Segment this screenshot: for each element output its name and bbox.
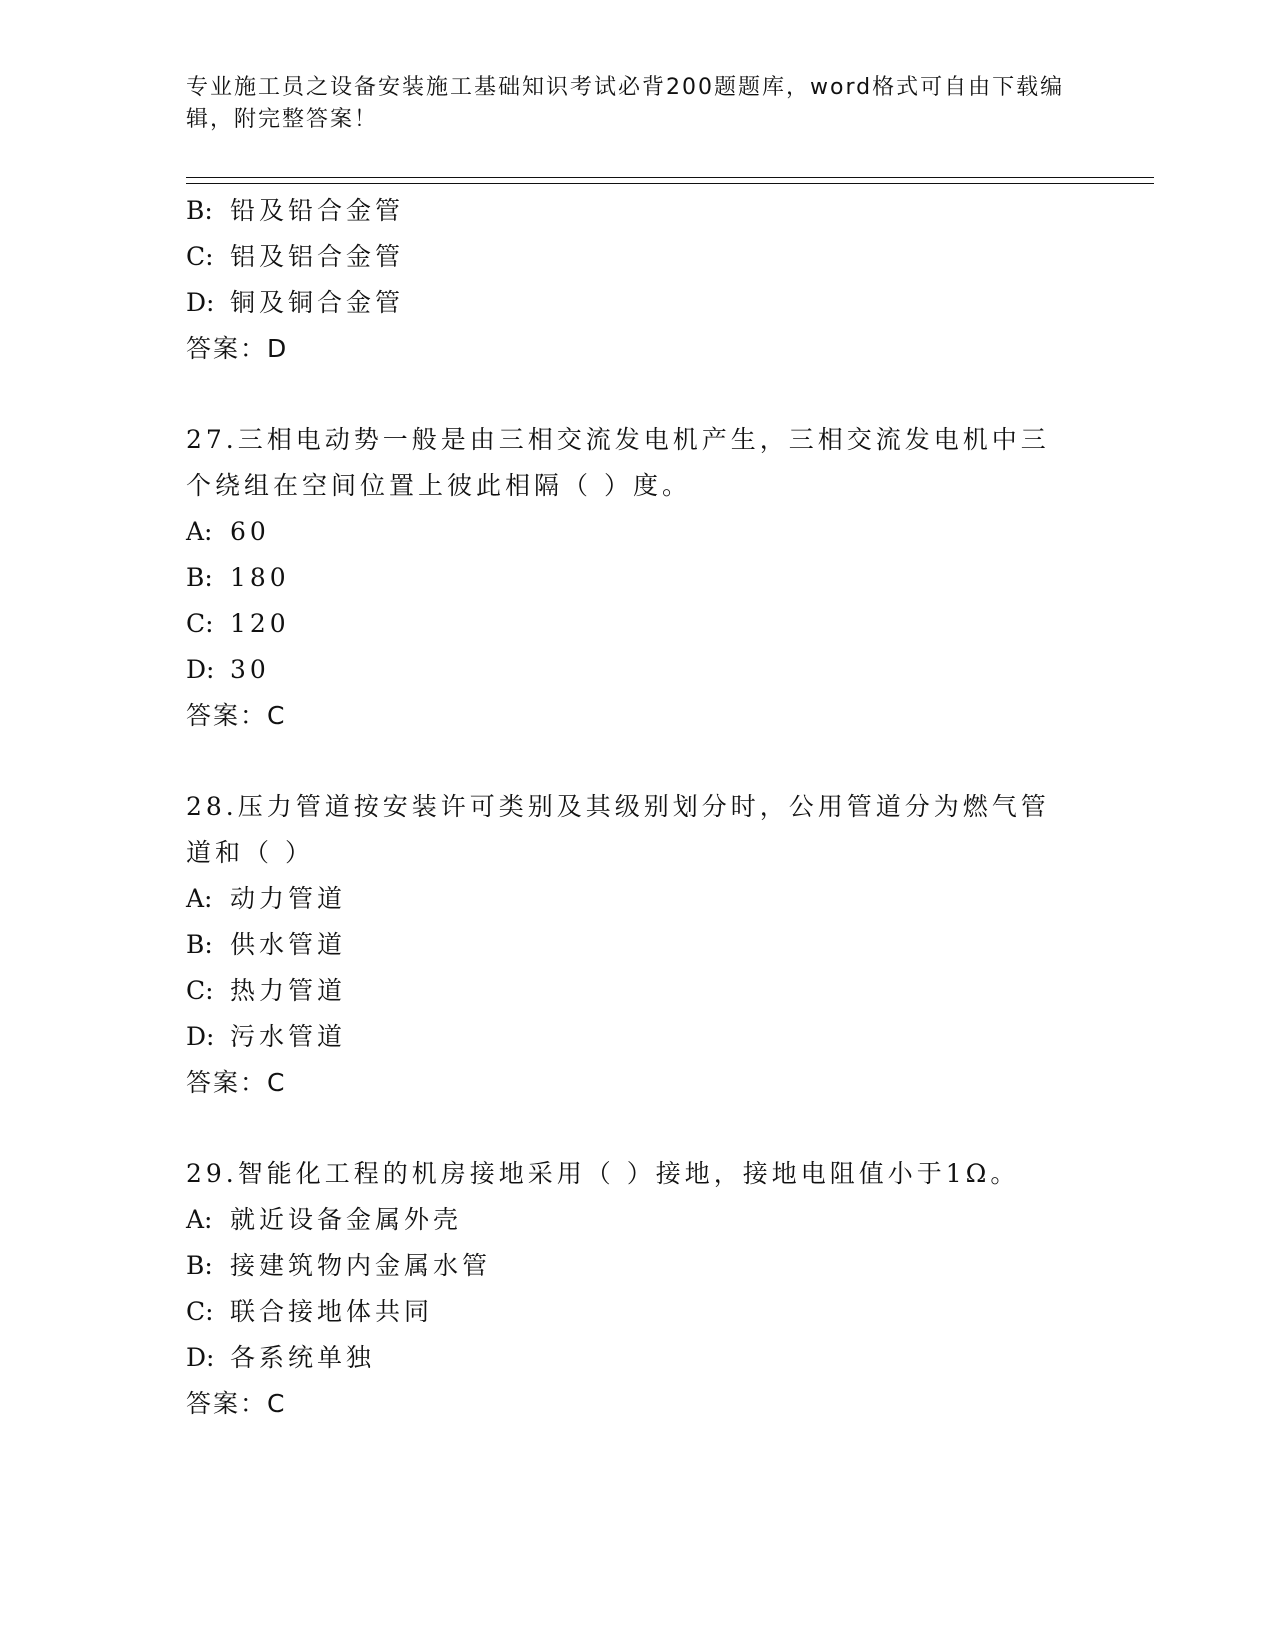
option-d [186, 280, 1086, 326]
option-key: C: [186, 242, 214, 271]
option-c [186, 234, 1086, 280]
option-b [186, 1243, 1086, 1289]
question-stem: 29.智能化工程的机房接地采用（ ）接地，接地电阻值小于1Ω。 [186, 1159, 1020, 1188]
option-key: B: [186, 930, 213, 959]
spacer [186, 372, 1086, 417]
answer-line: 答案：C [186, 701, 287, 730]
option-key: D: [186, 655, 215, 684]
answer-line: 答案：C [186, 1068, 287, 1097]
spacer [186, 1106, 1086, 1151]
question-stem: 27.三相电动势一般是由三相交流发电机产生，三相交流发电机中三个绕组在空间位置上彼此相隔（ ）度。 [186, 425, 1050, 500]
option-a [186, 876, 1086, 922]
option-b [186, 555, 1086, 601]
option-c [186, 601, 1086, 647]
option-key: A: [186, 884, 213, 913]
option-b [186, 188, 1086, 234]
option-text: 各系统单独 [230, 1343, 376, 1372]
option-text: 铝及铝合金管 [230, 242, 405, 271]
option-text: 动力管道 [230, 884, 347, 913]
question-stem: 28.压力管道按安装许可类别及其级别划分时，公用管道分为燃气管道和（ ） [186, 792, 1050, 867]
option-text: 120 [230, 609, 290, 638]
document-body [186, 188, 1086, 1427]
question-29 [186, 1151, 1086, 1427]
option-d [186, 647, 1086, 693]
spacer [186, 739, 1086, 784]
option-key: C: [186, 609, 214, 638]
question-partial [186, 188, 1086, 372]
option-key: B: [186, 196, 213, 225]
option-text: 接建筑物内金属水管 [230, 1251, 492, 1280]
option-d [186, 1014, 1086, 1060]
option-b [186, 922, 1086, 968]
answer-line: 答案：D [186, 334, 289, 363]
option-text: 铅及铅合金管 [230, 196, 405, 225]
question-28 [186, 784, 1086, 1106]
answer-line: 答案：C [186, 1389, 287, 1418]
option-a [186, 509, 1086, 555]
option-d [186, 1335, 1086, 1381]
option-text: 30 [230, 655, 270, 684]
option-text: 污水管道 [230, 1022, 347, 1051]
option-text: 就近设备金属外壳 [230, 1205, 463, 1234]
option-text: 热力管道 [230, 976, 347, 1005]
option-text: 联合接地体共同 [230, 1297, 434, 1326]
header-rule-top [186, 177, 1154, 178]
option-key: A: [186, 1205, 213, 1234]
option-text: 60 [230, 517, 270, 546]
header-rule-bottom [186, 183, 1154, 184]
option-c [186, 1289, 1086, 1335]
option-key: D: [186, 288, 215, 317]
option-key: C: [186, 1297, 214, 1326]
option-key: C: [186, 976, 214, 1005]
option-text: 供水管道 [230, 930, 347, 959]
option-key: B: [186, 1251, 213, 1280]
option-key: B: [186, 563, 213, 592]
header-title: 专业施工员之设备安装施工基础知识考试必背200题题库，word格式可自由下载编辑，附完整答案！ [186, 75, 1065, 132]
option-key: D: [186, 1343, 215, 1372]
question-27 [186, 417, 1086, 739]
option-text: 180 [230, 563, 290, 592]
option-text: 铜及铜合金管 [230, 288, 405, 317]
option-key: A: [186, 517, 213, 546]
option-c [186, 968, 1086, 1014]
option-key: D: [186, 1022, 215, 1051]
option-a [186, 1197, 1086, 1243]
document-header [186, 72, 1076, 136]
